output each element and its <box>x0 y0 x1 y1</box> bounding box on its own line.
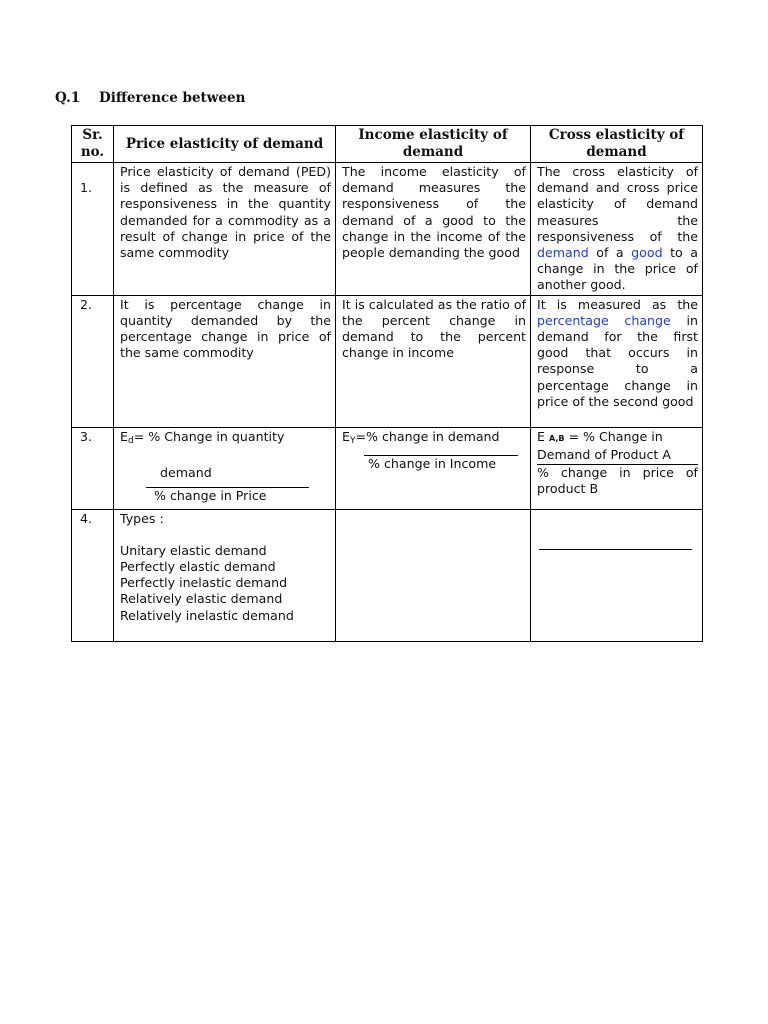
income-cell: The income elasticity of demand measures the responsiveness of the demand of a good to the change in the income of the people demanding the good <box>336 163 531 296</box>
income-formula: EY=% change in demand % change in Income <box>336 427 531 509</box>
table-row <box>72 163 703 296</box>
table-header-row <box>72 126 703 163</box>
question-title: Difference between <box>99 90 246 106</box>
cross-formula: E A,B = % Change in Demand of Product A % change in price of product B <box>531 427 703 509</box>
question-heading <box>55 90 245 106</box>
income-cell: It is calculated as the ratio of the percent change in demand to the percent change in income <box>336 295 531 427</box>
cross-empty-cell <box>531 509 703 641</box>
list-item: Perfectly elastic demand <box>120 559 276 575</box>
question-number: Q.1 <box>55 90 81 106</box>
list-item: Unitary elastic demand <box>120 542 267 558</box>
types-cell <box>114 509 336 641</box>
cross-cell: The cross elasticity of demand and cross price elasticity of demand measures the responsiveness of the demand of a good to a change in the price of another good. <box>531 163 703 296</box>
table-row <box>72 509 703 641</box>
list-item: Relatively inelastic demand <box>120 607 294 623</box>
types-label: Types : <box>120 510 164 526</box>
price-formula: Ed= % Change in quantity demand % change in Price <box>114 427 336 509</box>
percentage-change-link[interactable]: percentage change <box>537 312 671 328</box>
comparison-table <box>71 125 703 642</box>
price-cell: It is percentage change in quantity demanded by the percentage change in price of the same commodity <box>114 295 336 427</box>
row-number: 1. <box>80 180 93 195</box>
header-price-elasticity: Price elasticity of demand <box>114 126 336 163</box>
row-number: 2. <box>72 295 114 427</box>
header-income-elasticity: Income elasticity of demand <box>336 126 531 163</box>
row-number: 3. <box>72 427 114 509</box>
table-row <box>72 295 703 427</box>
good-link[interactable]: good <box>631 245 663 261</box>
list-item: Relatively elastic demand <box>120 591 283 607</box>
table-row <box>72 427 703 509</box>
price-cell: Price elasticity of demand (PED) is defined as the measure of responsiveness in the quantity demanded for a commodity as a result of change in price of the same commodity <box>114 163 336 296</box>
header-cross-elasticity: Cross elasticity of demand <box>531 126 703 163</box>
cross-cell: It is measured as the percentage change in demand for the first good that occurs in response to a percentage change in price of the second good <box>531 295 703 427</box>
header-sr-no: Sr. no. <box>72 126 114 163</box>
demand-link[interactable]: demand <box>537 245 589 261</box>
list-item: Perfectly inelastic demand <box>120 575 288 591</box>
row-number: 4. <box>72 509 114 641</box>
income-empty-cell <box>336 509 531 641</box>
